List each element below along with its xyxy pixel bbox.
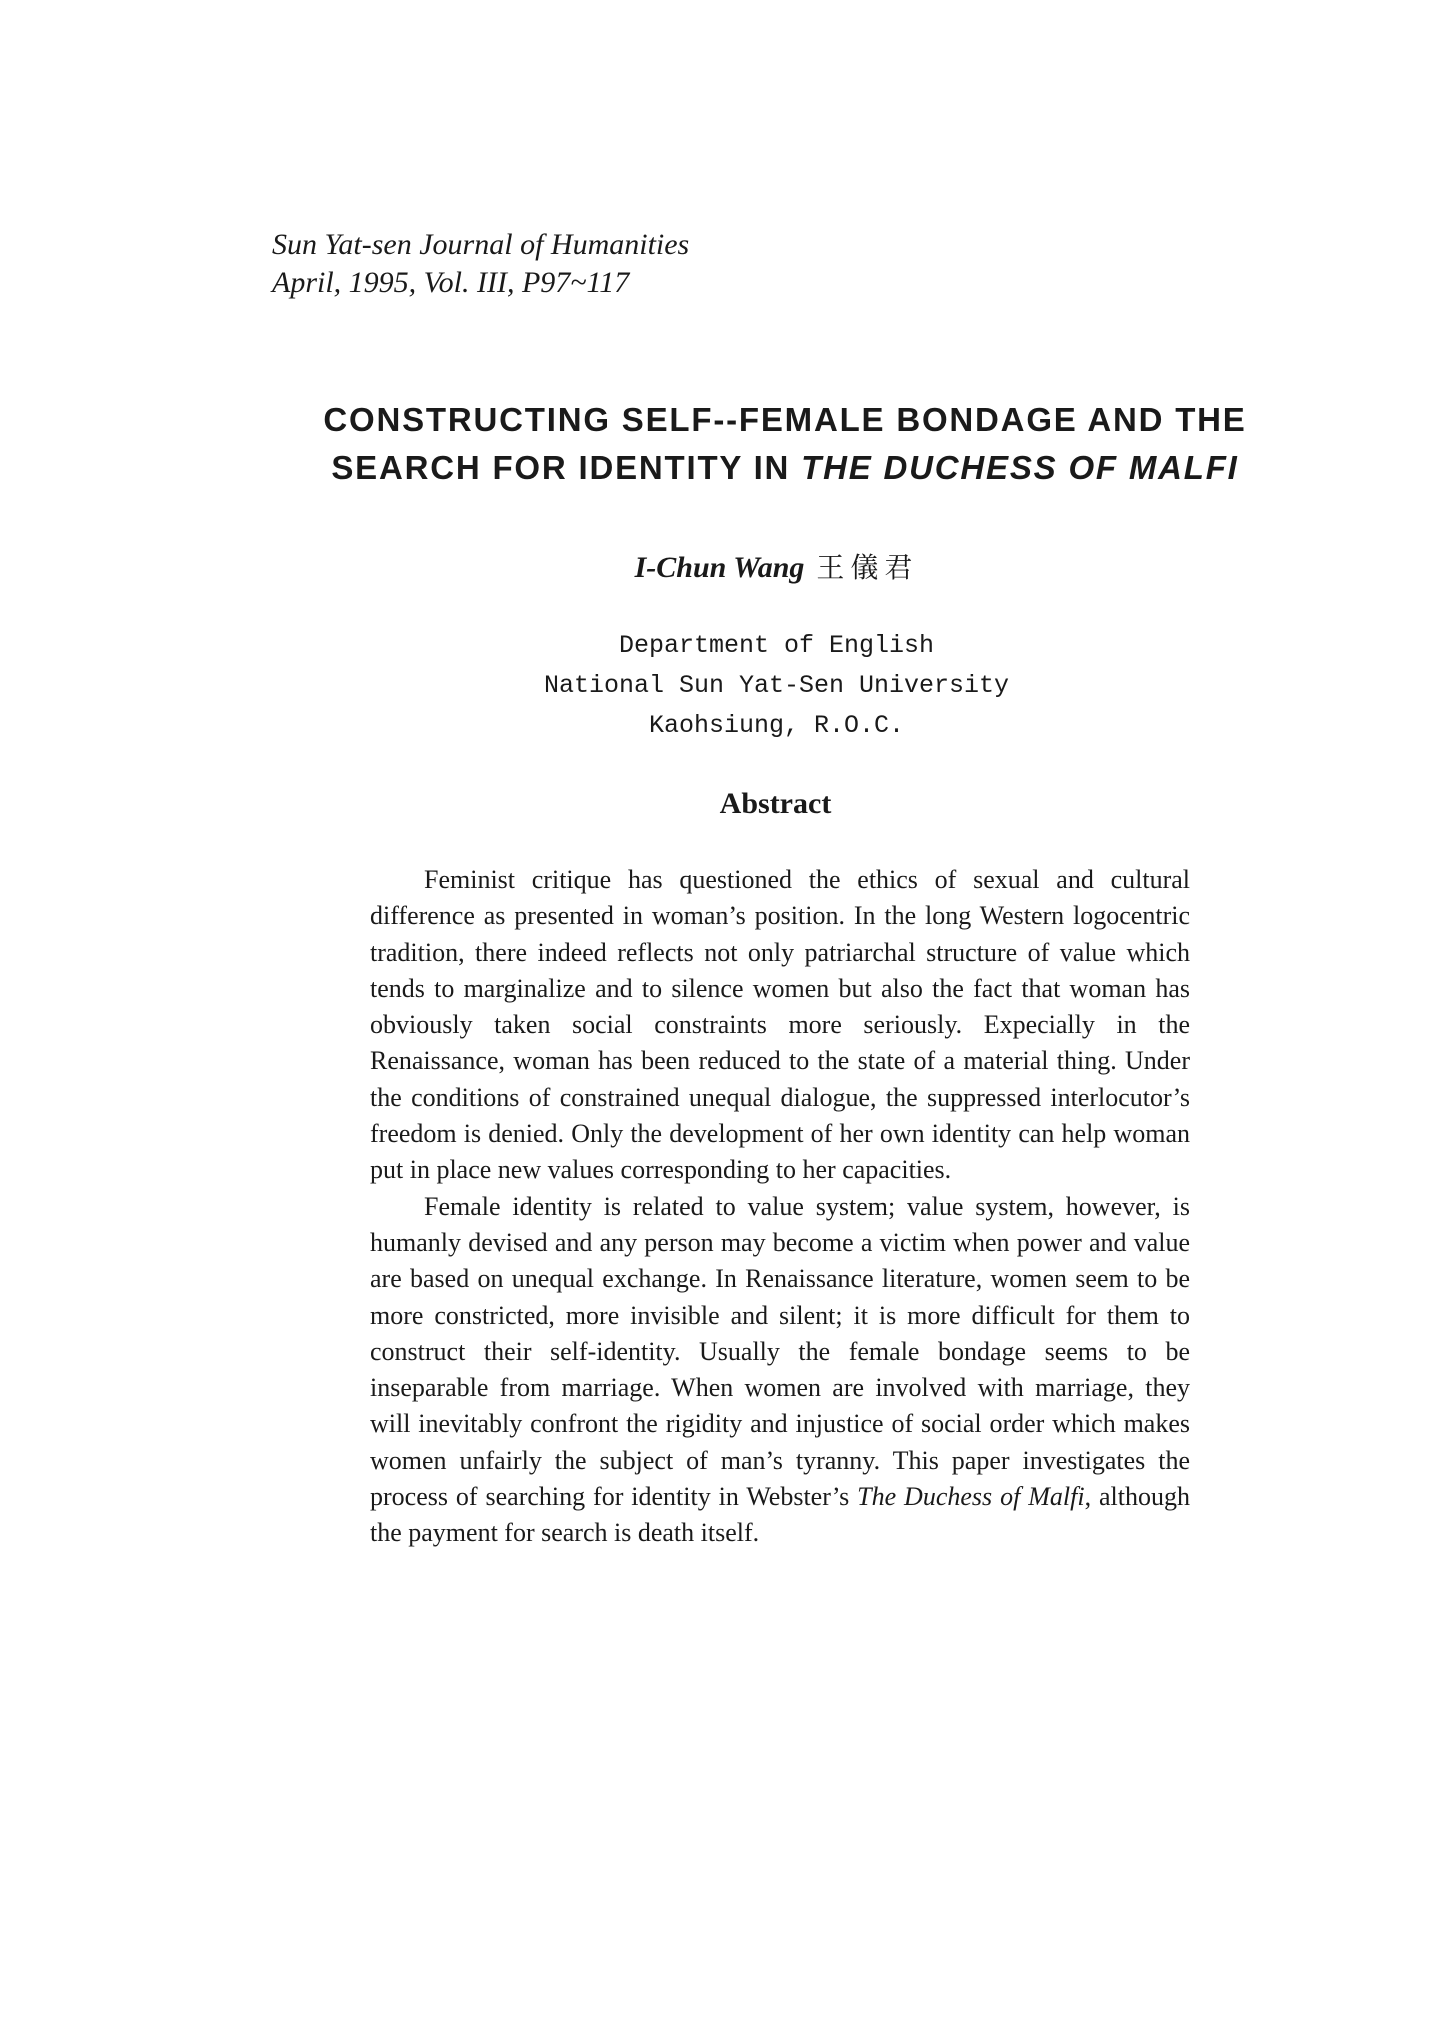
- title-line-2: [290, 444, 1280, 492]
- abstract-work-title: The Duchess of Malfi: [857, 1482, 1085, 1512]
- author-name-chinese: 王儀君: [816, 551, 919, 584]
- title-line-2-prefix: SEARCH FOR IDENTITY IN: [331, 449, 802, 486]
- abstract-paragraph-2-main: Female identity is related to value system; value system, however, is humanly devised and any person may become a victim when power and value are based on unequal exchange. In Renaissance literature, women seem to be more constricted, more invisible and silent; it is more difficult for them to construct their self-identity. Usually the female bondage seems to be inseparable from marriage. When women are involved with marriage, they will inevitably confront the rigidity and injustice of social order which makes women unfairly the subject of man’s tyranny. This paper investigates the process of searching for identity in Webster’s: [370, 1191, 1190, 1512]
- affiliation-department: Department of English: [618, 631, 935, 660]
- abstract-paragraph-1: Feminist critique has questioned the ethics of sexual and cultural difference as presented in woman’s position. In the long Western logocentric tradition, there indeed reflects not only patriarchal structure of value which tends to marginalize and to silence women but also the fact that woman has obviously taken social constraints more seriously. Expecially in the Renaissance, woman has been reduced to the state of a material thing. Under the conditions of constrained unequal dialogue, the suppressed interlocutor’s freedom is denied. Only the development of her own identity can help woman put in place new values corresponding to her capacities.: [370, 865, 1190, 1185]
- journal-name: Sun Yat-sen Journal of Humanities: [272, 228, 690, 261]
- abstract-heading: Abstract: [719, 787, 832, 820]
- abstract-paragraph-2-end: , although the payment for search is death itself.: [370, 1482, 1190, 1548]
- title-line-1: CONSTRUCTING SELF--FEMALE BONDAGE AND THE: [323, 401, 1247, 438]
- affiliation: [0, 626, 1433, 746]
- author-block: [0, 548, 1433, 588]
- journal-header: [272, 226, 689, 302]
- abstract-paragraph-2: [370, 1189, 1190, 1552]
- title-work-name: THE DUCHESS OF MALFI: [801, 449, 1239, 486]
- abstract-body: [370, 862, 1190, 1552]
- issue-info: April, 1995, Vol. III, P97~117: [272, 266, 630, 299]
- affiliation-university: National Sun Yat-Sen University: [543, 671, 1010, 700]
- author-name: I-Chun Wang: [634, 551, 805, 584]
- affiliation-location: Kaohsiung, R.O.C.: [648, 711, 905, 740]
- paper-title: [290, 396, 1280, 492]
